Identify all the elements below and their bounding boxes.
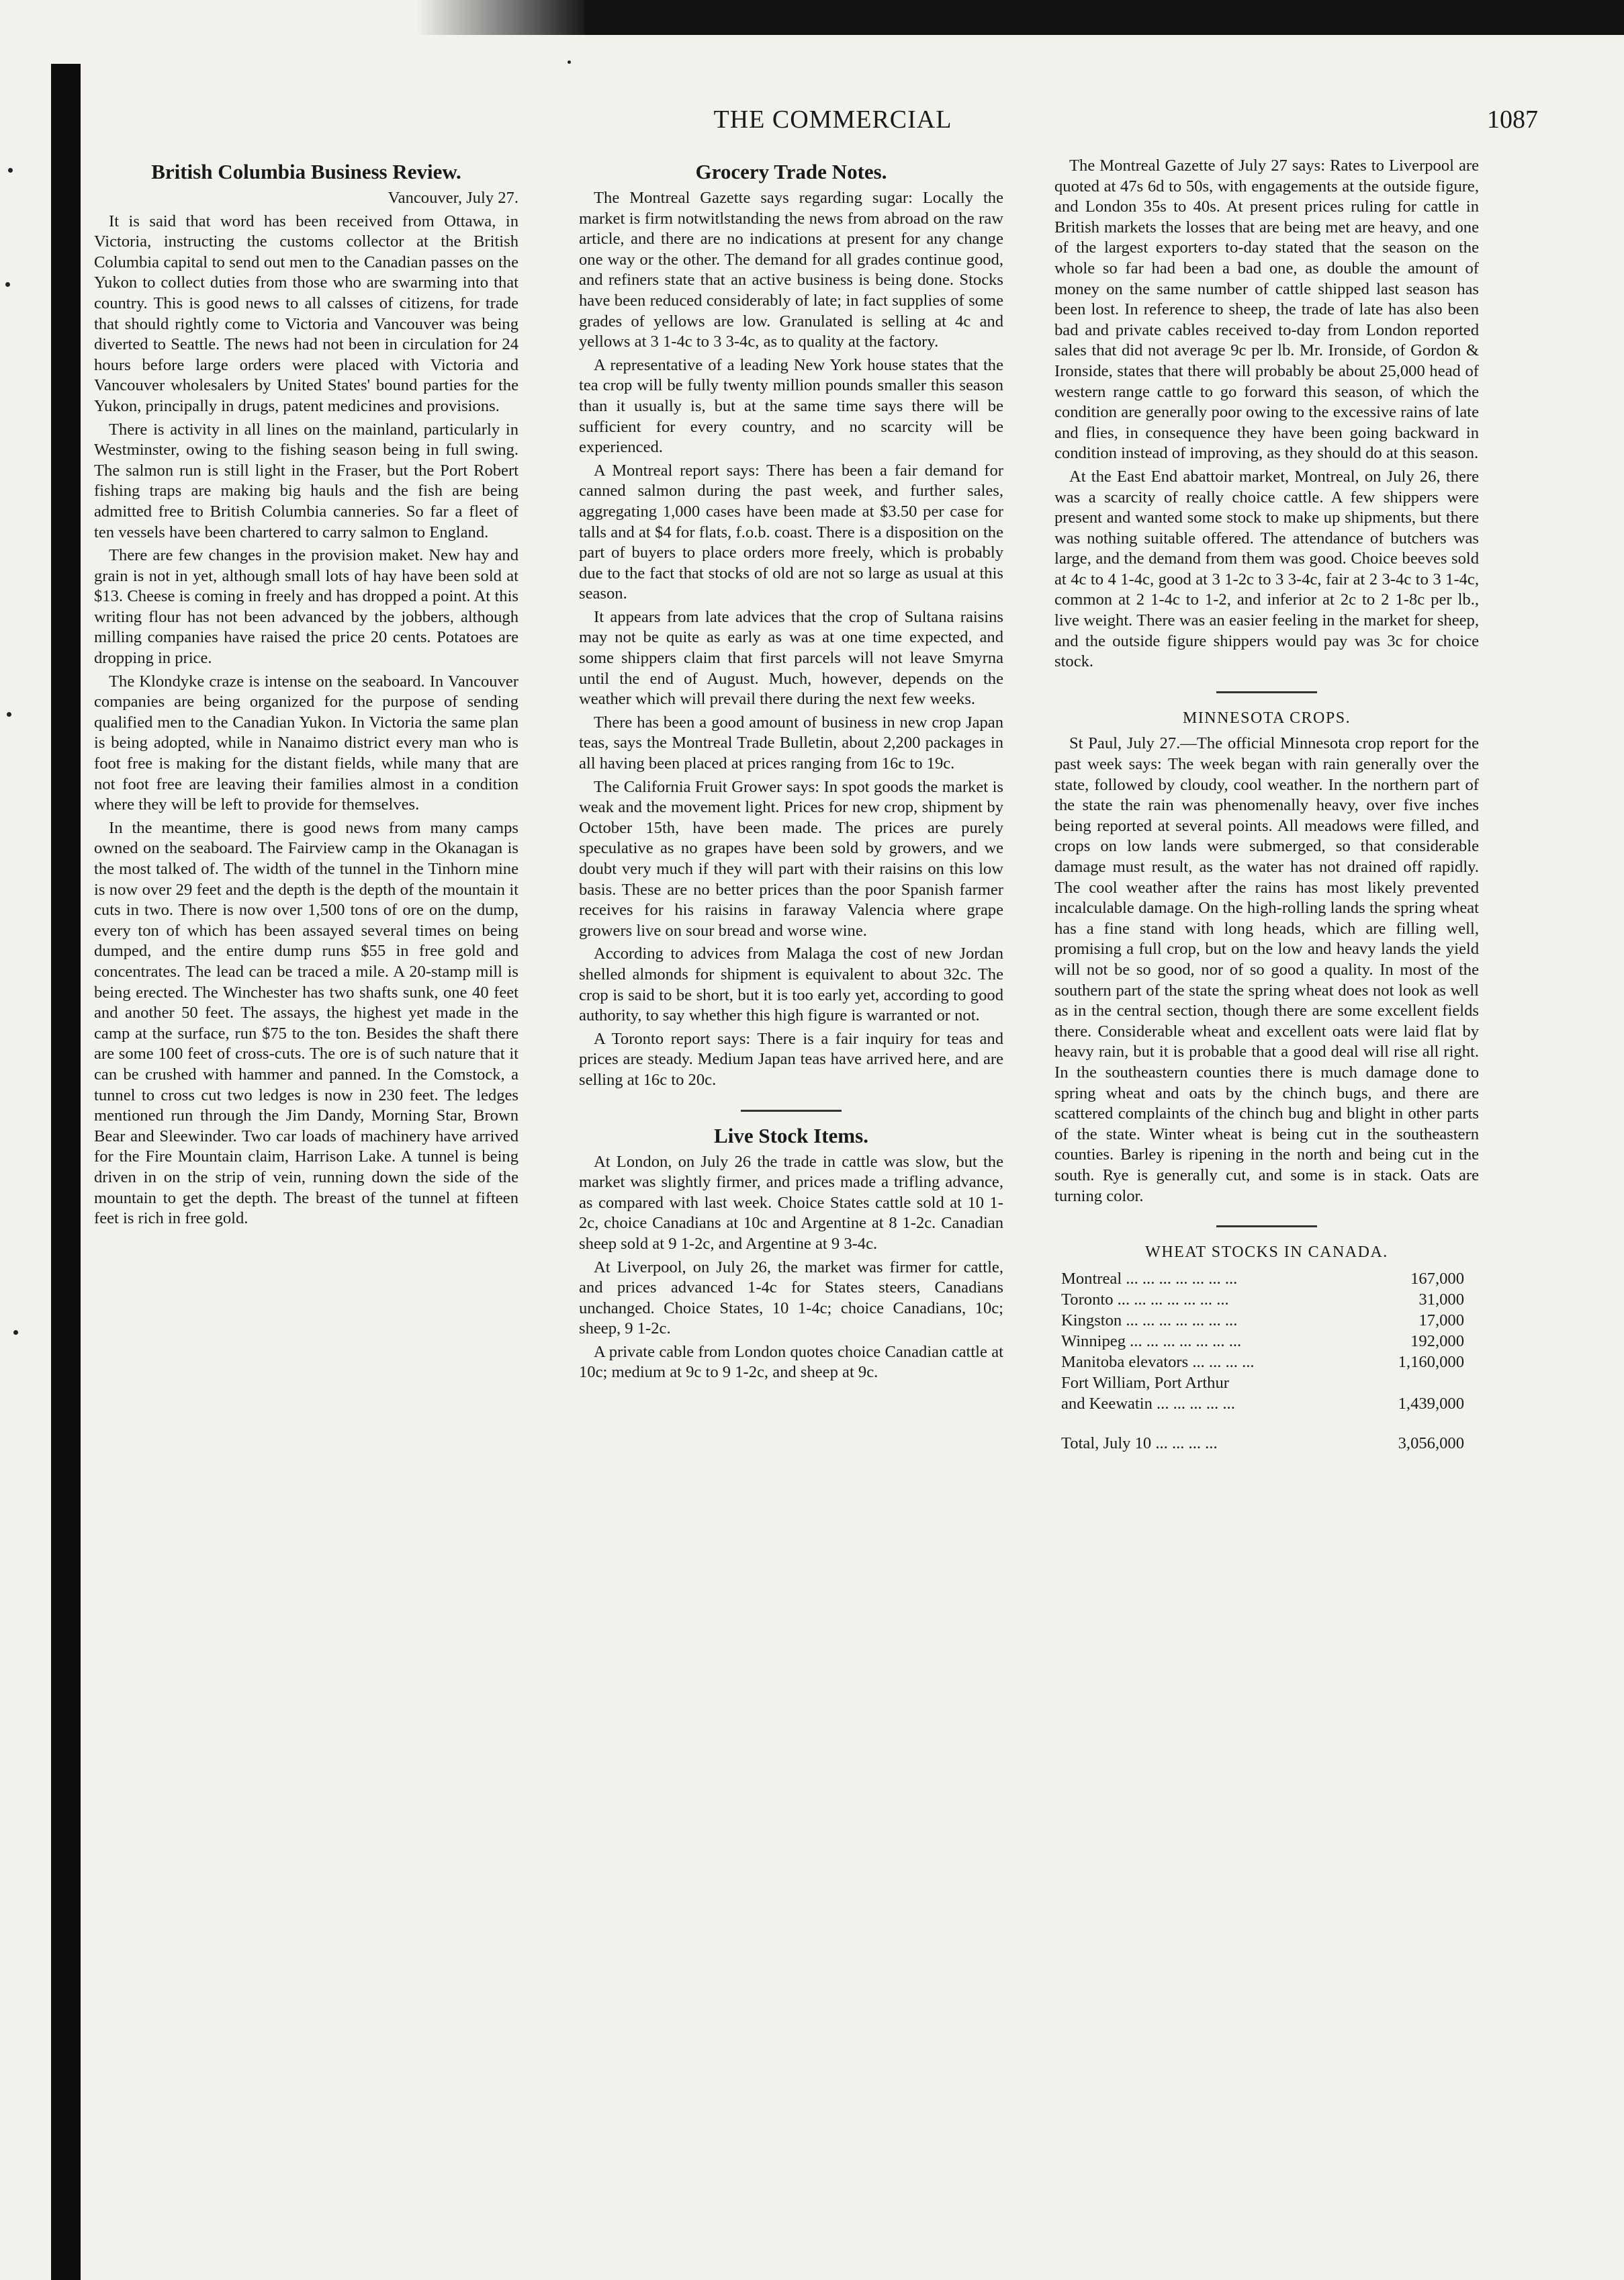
article-paragraph: St Paul, July 27.—The official Minnesota crop report for the past week says: The week began with rain generally over the state, followed by cloudy, cool weather. In the northern part of the state the rain was phenomenally heavy, over five inches being reported at several points. All meadows were filled, and crops on low lands were submerged, so that considerable damage must result, as the water has not drained off rapidly. The cool weather after the rains has most likely prevented incalculable damage. On the high-rolling lands the spring wheat has a fine stand with long heads, which are filling well, promising a full crop, but on the low and heavy lands the yield will not be so good, nor of so good a quality. In most of the southern part of the state the spring wheat does not look as well as in the central section, though there are some excellent fields there. Considerable wheat and excellent oats were laid flat by heavy rain, but it is probable that a good deal will rise all right. In the southeastern counties there is much damage done to spring wheat and oats by the chinch bugs, and there are scattered complaints of the chinch bug and blight in other parts of the state. Winter wheat is being cut in the southeastern counties. Barley is ripening in the north and being cut in the south. Rye is generally cut, and some is in stack. Oats are turning color.	[1054, 734, 1479, 1205]
article-paragraph: It appears from late advices that the crop of Sultana raisins may not be quite as early as was at one time expected, and some shippers claim that first parcels will not leave Smyrna until the end of August. Much, however, depends on the weather which will prevail there during the next few weeks.	[579, 607, 1003, 709]
section-divider	[741, 1110, 842, 1112]
article-paragraph: At Liverpool, on July 26, the market was firmer for cattle, and prices advanced 1-4c for States steers, Canadians unchanged. Choice States, 10 1-4c; choice Canadians, 10c; sheep, 9 1-2c.	[579, 1258, 1003, 1338]
bc-review-dateline: Vancouver, July 27.	[388, 189, 518, 207]
table-row	[1061, 1352, 1464, 1372]
grocery-headline: Grocery Trade Notes.	[695, 160, 887, 183]
article-paragraph: The Montreal Gazette of July 27 says: Rates to Liverpool are quoted at 47s 6d to 50s, with engagements at the outside figure, and London 35s to 40s. At present prices ruling for cattle in British markets the losses that are being met are heavy, and one of the largest exporters to-day stated that the season on the whole so far had been a bad one, as double the amount of money on the same number of cattle shipped last season has been lost. In reference to sheep, the trade of late has also been bad and private cables received to-day from London reported sales that did not average 9c per lb. Mr. Ironside, of Gordon & Ironside, states that there will probably be about 25,000 head of western range cattle to go forward this season, of which the condition are generally poor owing to the excessive rains of late and flies, in consequence they have been going backward in condition instead of improving, as they should do at this season.	[1054, 157, 1479, 463]
wheat-place: Toronto ... ... ... ... ... ... ...	[1061, 1290, 1229, 1309]
wheat-quantity: 17,000	[1418, 1311, 1464, 1329]
article-paragraph: At London, on July 26 the trade in cattle was slow, but the market was slightly firmer, and prices made a trifling advance, as compared with last week. Choice States cattle sold at 10 1-2c, choice Canadians at 10c and Argentine at 8 1-2c. Canadian sheep sold at 9 1-2c, and Argentine at 9 3-4c.	[579, 1152, 1003, 1253]
bc-review-headline: British Columbia Business Review.	[151, 160, 461, 183]
article-paragraph: According to advices from Malaga the cost of new Jordan shelled almonds for shipment is equivalent to about 32c. The crop is said to be short, but it is too early yet, according to good authority, to say whether this high figure is warranted or not.	[579, 945, 1003, 1025]
wheat-total-label: Total, July 10 ... ... ... ...	[1061, 1434, 1218, 1452]
column-middle	[579, 156, 1003, 1386]
wheat-stocks-headline: WHEAT STOCKS IN CANADA.	[1145, 1243, 1388, 1262]
table-row	[1061, 1289, 1464, 1310]
wheat-place: Manitoba elevators ... ... ... ...	[1061, 1352, 1255, 1371]
wheat-quantity	[1316, 1372, 1464, 1393]
scan-speck	[568, 60, 571, 64]
wheat-place: and Keewatin ... ... ... ... ...	[1061, 1394, 1235, 1413]
article-paragraph: A Toronto report says: There is a fair inquiry for teas and prices are steady. Medium Japan teas have arrived here, and are selling at 16c to 20c.	[579, 1029, 1003, 1089]
article-paragraph: At the East End abattoir market, Montreal, on July 26, there was a scarcity of really choice cattle. A few shippers were present and wanted some stock to make up shipments, but there was nothing suitable offered. The attendance of butchers was large, and the demand from them was good. Choice beeves sold at 4c to 4 1-4c, good at 3 1-2c to 3 3-4c, fair at 2 3-4c to 3 1-4c, common at 2 1-4c to 1-2, and inferior at 2c to 2 1-8c per lb., live weight. There was an easier feeling in the market for sheep, and the outside figure shippers would pay was 3c for choice stock.	[1054, 467, 1479, 671]
scan-speck	[8, 168, 13, 173]
scan-speck	[7, 712, 11, 717]
article-paragraph: The Klondyke craze is intense on the seaboard. In Vancouver companies are being organized for the purpose of sending qualified men to the Canadian Yukon. In Victoria the same plan is being adopted, while in Nanaimo district every man who is foot free is making for the distant fields, while many that are not foot free are leaving their families almost in a condition where they will be left to provide for themselves.	[94, 672, 518, 814]
wheat-quantity: 167,000	[1410, 1269, 1464, 1288]
wheat-place: Fort William, Port Arthur	[1061, 1373, 1229, 1392]
wheat-quantity: 31,000	[1418, 1290, 1464, 1309]
wheat-place: Winnipeg ... ... ... ... ... ... ...	[1061, 1331, 1242, 1350]
wheat-quantity: 192,000	[1410, 1331, 1464, 1350]
section-divider	[1216, 1225, 1317, 1227]
minnesota-headline: MINNESOTA CROPS.	[1182, 709, 1351, 727]
scan-edge-shadow-top	[416, 0, 591, 35]
page-number: 1087	[1487, 105, 1538, 134]
article-paragraph: A representative of a leading New York house states that the tea crop will be fully twenty million pounds smaller this season than it usually is, but at the same time says there will be sufficient for every country, and no scarcity will be experienced.	[579, 355, 1003, 457]
wheat-stocks-table	[1061, 1268, 1464, 1454]
scan-edge-bar-top	[584, 0, 1624, 35]
wheat-place: Kingston ... ... ... ... ... ... ...	[1061, 1311, 1238, 1329]
table-row	[1061, 1393, 1464, 1414]
article-paragraph: There is activity in all lines on the mainland, particularly in Westminster, owing to the fishing season being in full swing. The salmon run is still light in the Fraser, but the Port Robert fishing traps are making big hauls and the fish are being admitted free to British Columbia canneries. So far a fleet of ten vessels have been chartered to carry salmon to England.	[94, 420, 518, 541]
article-paragraph: A Montreal report says: There has been a fair demand for canned salmon during the past week, and further sales, aggregating 1,000 cases have been made at $3.50 per case for talls and at $4 for flats, f.o.b. coast. There is a disposition on the part of buyers to place orders more freely, which is probably due to the fact that stocks of old are not so large as usual at this season.	[579, 461, 1003, 603]
table-row	[1061, 1268, 1464, 1289]
table-row	[1061, 1310, 1464, 1331]
wheat-quantity: 1,439,000	[1398, 1394, 1464, 1413]
article-paragraph: A private cable from London quotes choice Canadian cattle at 10c; medium at 9c to 9 1-2c, and sheep at 9c.	[579, 1342, 1003, 1382]
livestock-headline: Live Stock Items.	[714, 1123, 868, 1147]
table-total-row	[1061, 1414, 1464, 1454]
section-divider	[1216, 691, 1317, 693]
article-paragraph: The California Fruit Grower says: In spot goods the market is weak and the movement light. Prices for new crop, shipment by October 15th, have been made. The prices are purely speculative as no grapes have been sold by growers, and we doubt very much if they will part with their raisins on this low basis. These are no better prices than the poor Spanish farmer receives for his raisins in faraway Valencia where grape growers live on sour bread and worse wine.	[579, 777, 1003, 940]
article-paragraph: There has been a good amount of business in new crop Japan teas, says the Montreal Trade Bulletin, about 2,200 packages in all having been placed at prices ranging from 16c to 19c.	[579, 713, 1003, 773]
scan-speck	[13, 1330, 18, 1335]
article-paragraph: It is said that word has been received from Ottawa, in Victoria, instructing the customs collector at the British Columbia capital to send out men to the Canadian passes on the Yukon to collect duties from those who are swarming into that country. This is good news to all calsses of citizens, for trade that should rightly come to Victoria and Vancouver was being diverted to Seattle. The news had not been in circulation for 24 hours before large orders were placed with Victoria and Vancouver wholesalers by United States' bound parties for the Yukon, principally in drugs, patent medicines and provisions.	[94, 212, 518, 415]
scan-edge-bar-left	[51, 64, 81, 2280]
table-row	[1061, 1372, 1464, 1393]
article-paragraph: In the meantime, there is good news from many camps owned on the seaboard. The Fairview camp in the Okanagan is the most talked of. The width of the tunnel in the Tinhorn mine is now over 29 feet and the depth is the depth of the mountain it cuts in two. There is now over 1,500 tons of ore on the dump, every ton of which has been assayed several times on being dumped, and the entire dump runs $55 in free gold and concentrates. The lead can be traced a mile. A 20-stamp mill is being erected. The Winchester has two shafts sunk, one 40 feet and another 50 feet. The assays, the highest yet made in the camp at the surface, run $75 to the ton. Besides the shaft there are some 100 feet of cross-cuts. The ore is of such nature that it can be crushed with hammer and panned. In the Comstock, a tunnel to cross cut two ledges is now in 230 feet. The ledges mentioned run through the Jim Dandy, Morning Star, Brown Bear and Sleewinder. Two car loads of machinery have arrived for the Fire Mountain claim, Harrison Lake. A tunnel is being driven in on the strip of vein, running down the side of the mountain to get the depth. The breast of the tunnel at fifteen feet is rich in free gold.	[94, 818, 518, 1228]
column-left	[94, 156, 518, 1232]
article-paragraph: The Montreal Gazette says regarding sugar: Locally the market is firm notwitlstanding the news from abroad on the raw article, and there are no indications at present for any change one way or the other. The demand for all grades continue good, and refiners state that an active business is being done. Stocks have been reduced considerably of late; in fact supplies of some grades of yellows are low. Granulated is selling at 4c and yellows at 3 1-4c to 3 3-4c, as to quality at the factory.	[579, 189, 1003, 351]
column-right	[1054, 156, 1479, 1454]
wheat-quantity: 1,160,000	[1398, 1352, 1464, 1371]
wheat-total-value: 3,056,000	[1398, 1434, 1464, 1452]
wheat-place: Montreal ... ... ... ... ... ... ...	[1061, 1269, 1238, 1288]
scan-speck	[5, 282, 10, 287]
running-title: THE COMMERCIAL	[713, 105, 952, 134]
article-paragraph: There are few changes in the provision maket. New hay and grain is not in yet, although small lots of hay have been sold at $13. Cheese is coming in freely and has dropped a point. At this writing flour has not been advanced by the jobbers, although milling companies have raised the price 20 cents. Potatoes are dropping in price.	[94, 546, 518, 668]
table-row	[1061, 1331, 1464, 1352]
